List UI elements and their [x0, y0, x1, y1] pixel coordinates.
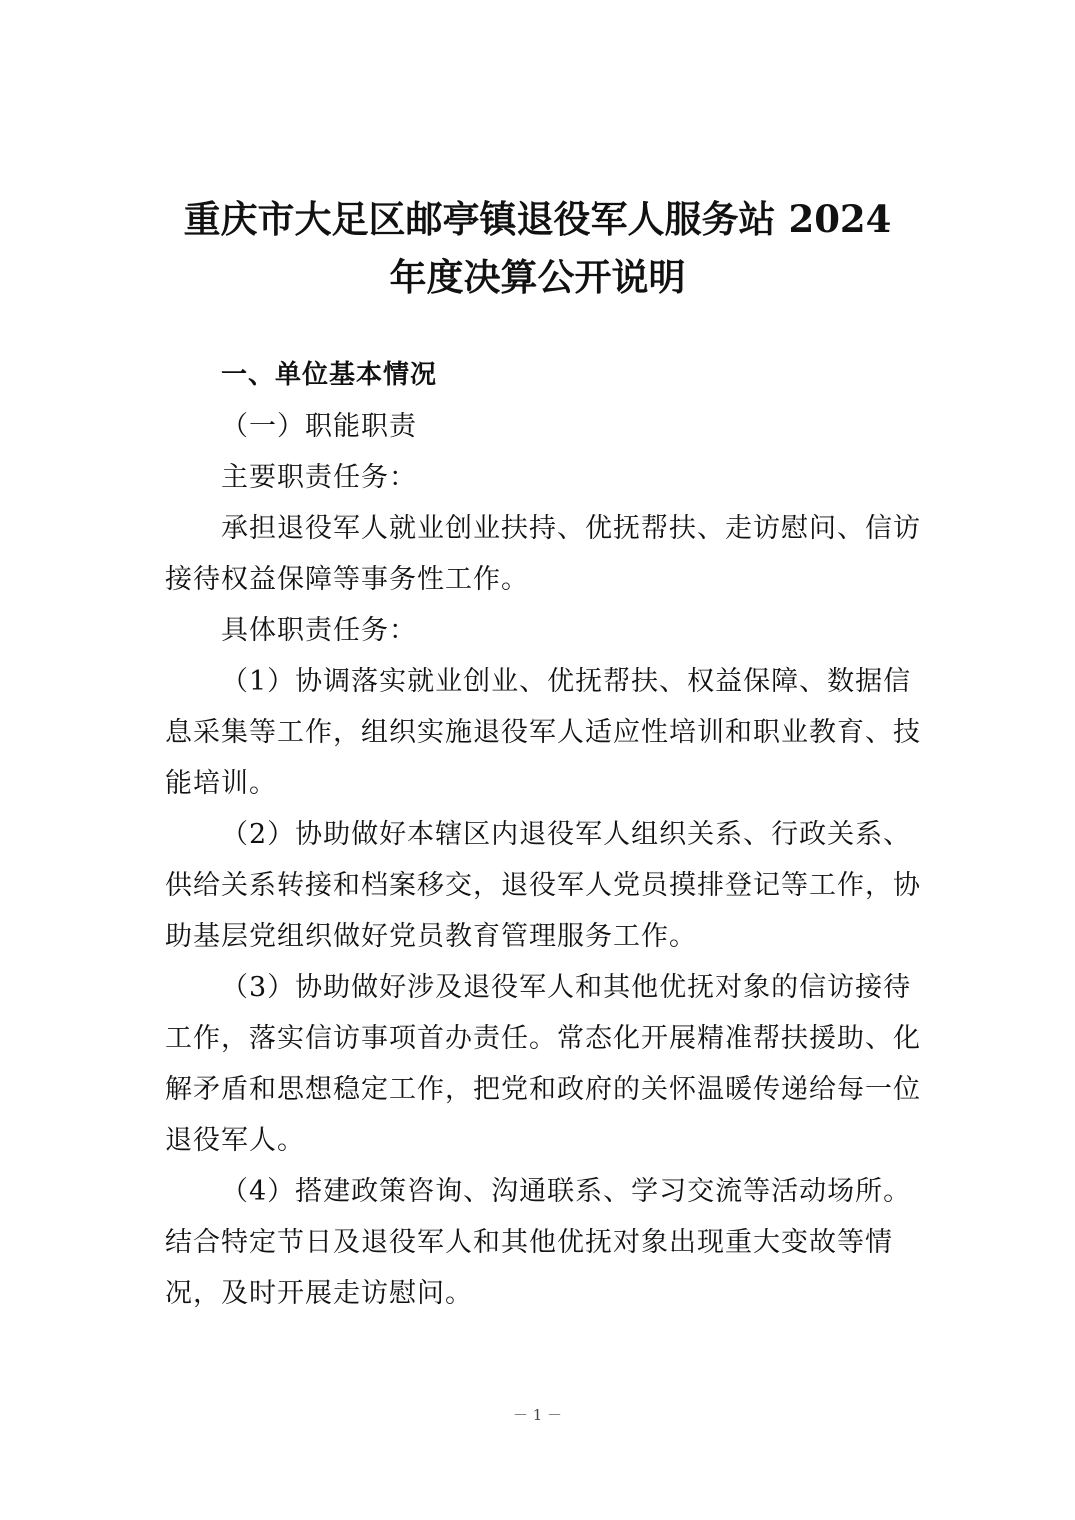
specific-duties-label: 具体职责任务：: [221, 615, 417, 646]
title-line-1: 重庆市大足区邮亭镇退役军人服务站 2024: [183, 197, 892, 241]
page-number: － 1 －: [512, 1406, 563, 1424]
duty-item-2: （2）协助做好本辖区内退役军人组织关系、行政关系、供给关系转接和档案移交，退役军人党员摸排登记等工作，协助基层党组织做好党员教育管理服务工作。: [165, 819, 921, 952]
title-line-2: 年度决算公开说明: [389, 255, 686, 299]
duty-item-4: （4）搭建政策咨询、沟通联系、学习交流等活动场所。结合特定节日及退役军人和其他优抚对象出现重大变故等情况，及时开展走访慰问。: [165, 1176, 912, 1309]
main-duties-text: 承担退役军人就业创业扶持、优抚帮扶、走访慰问、信访接待权益保障等事务性工作。: [165, 513, 921, 595]
section-heading: 一、单位基本情况: [221, 360, 438, 390]
document-body: [165, 350, 925, 1319]
main-duties-label: 主要职责任务：: [221, 462, 417, 493]
subsection-heading: （一）职能职责: [221, 411, 417, 442]
duty-item-1: （1）协调落实就业创业、优抚帮扶、权益保障、数据信息采集等工作，组织实施退役军人适应性培训和职业教育、技能培训。: [165, 666, 921, 799]
duty-item-3: （3）协助做好涉及退役军人和其他优抚对象的信访接待工作，落实信访事项首办责任。常态化开展精准帮扶援助、化解矛盾和思想稳定工作，把党和政府的关怀温暖传递给每一位退役军人。: [165, 972, 921, 1156]
document-title: [150, 190, 925, 306]
